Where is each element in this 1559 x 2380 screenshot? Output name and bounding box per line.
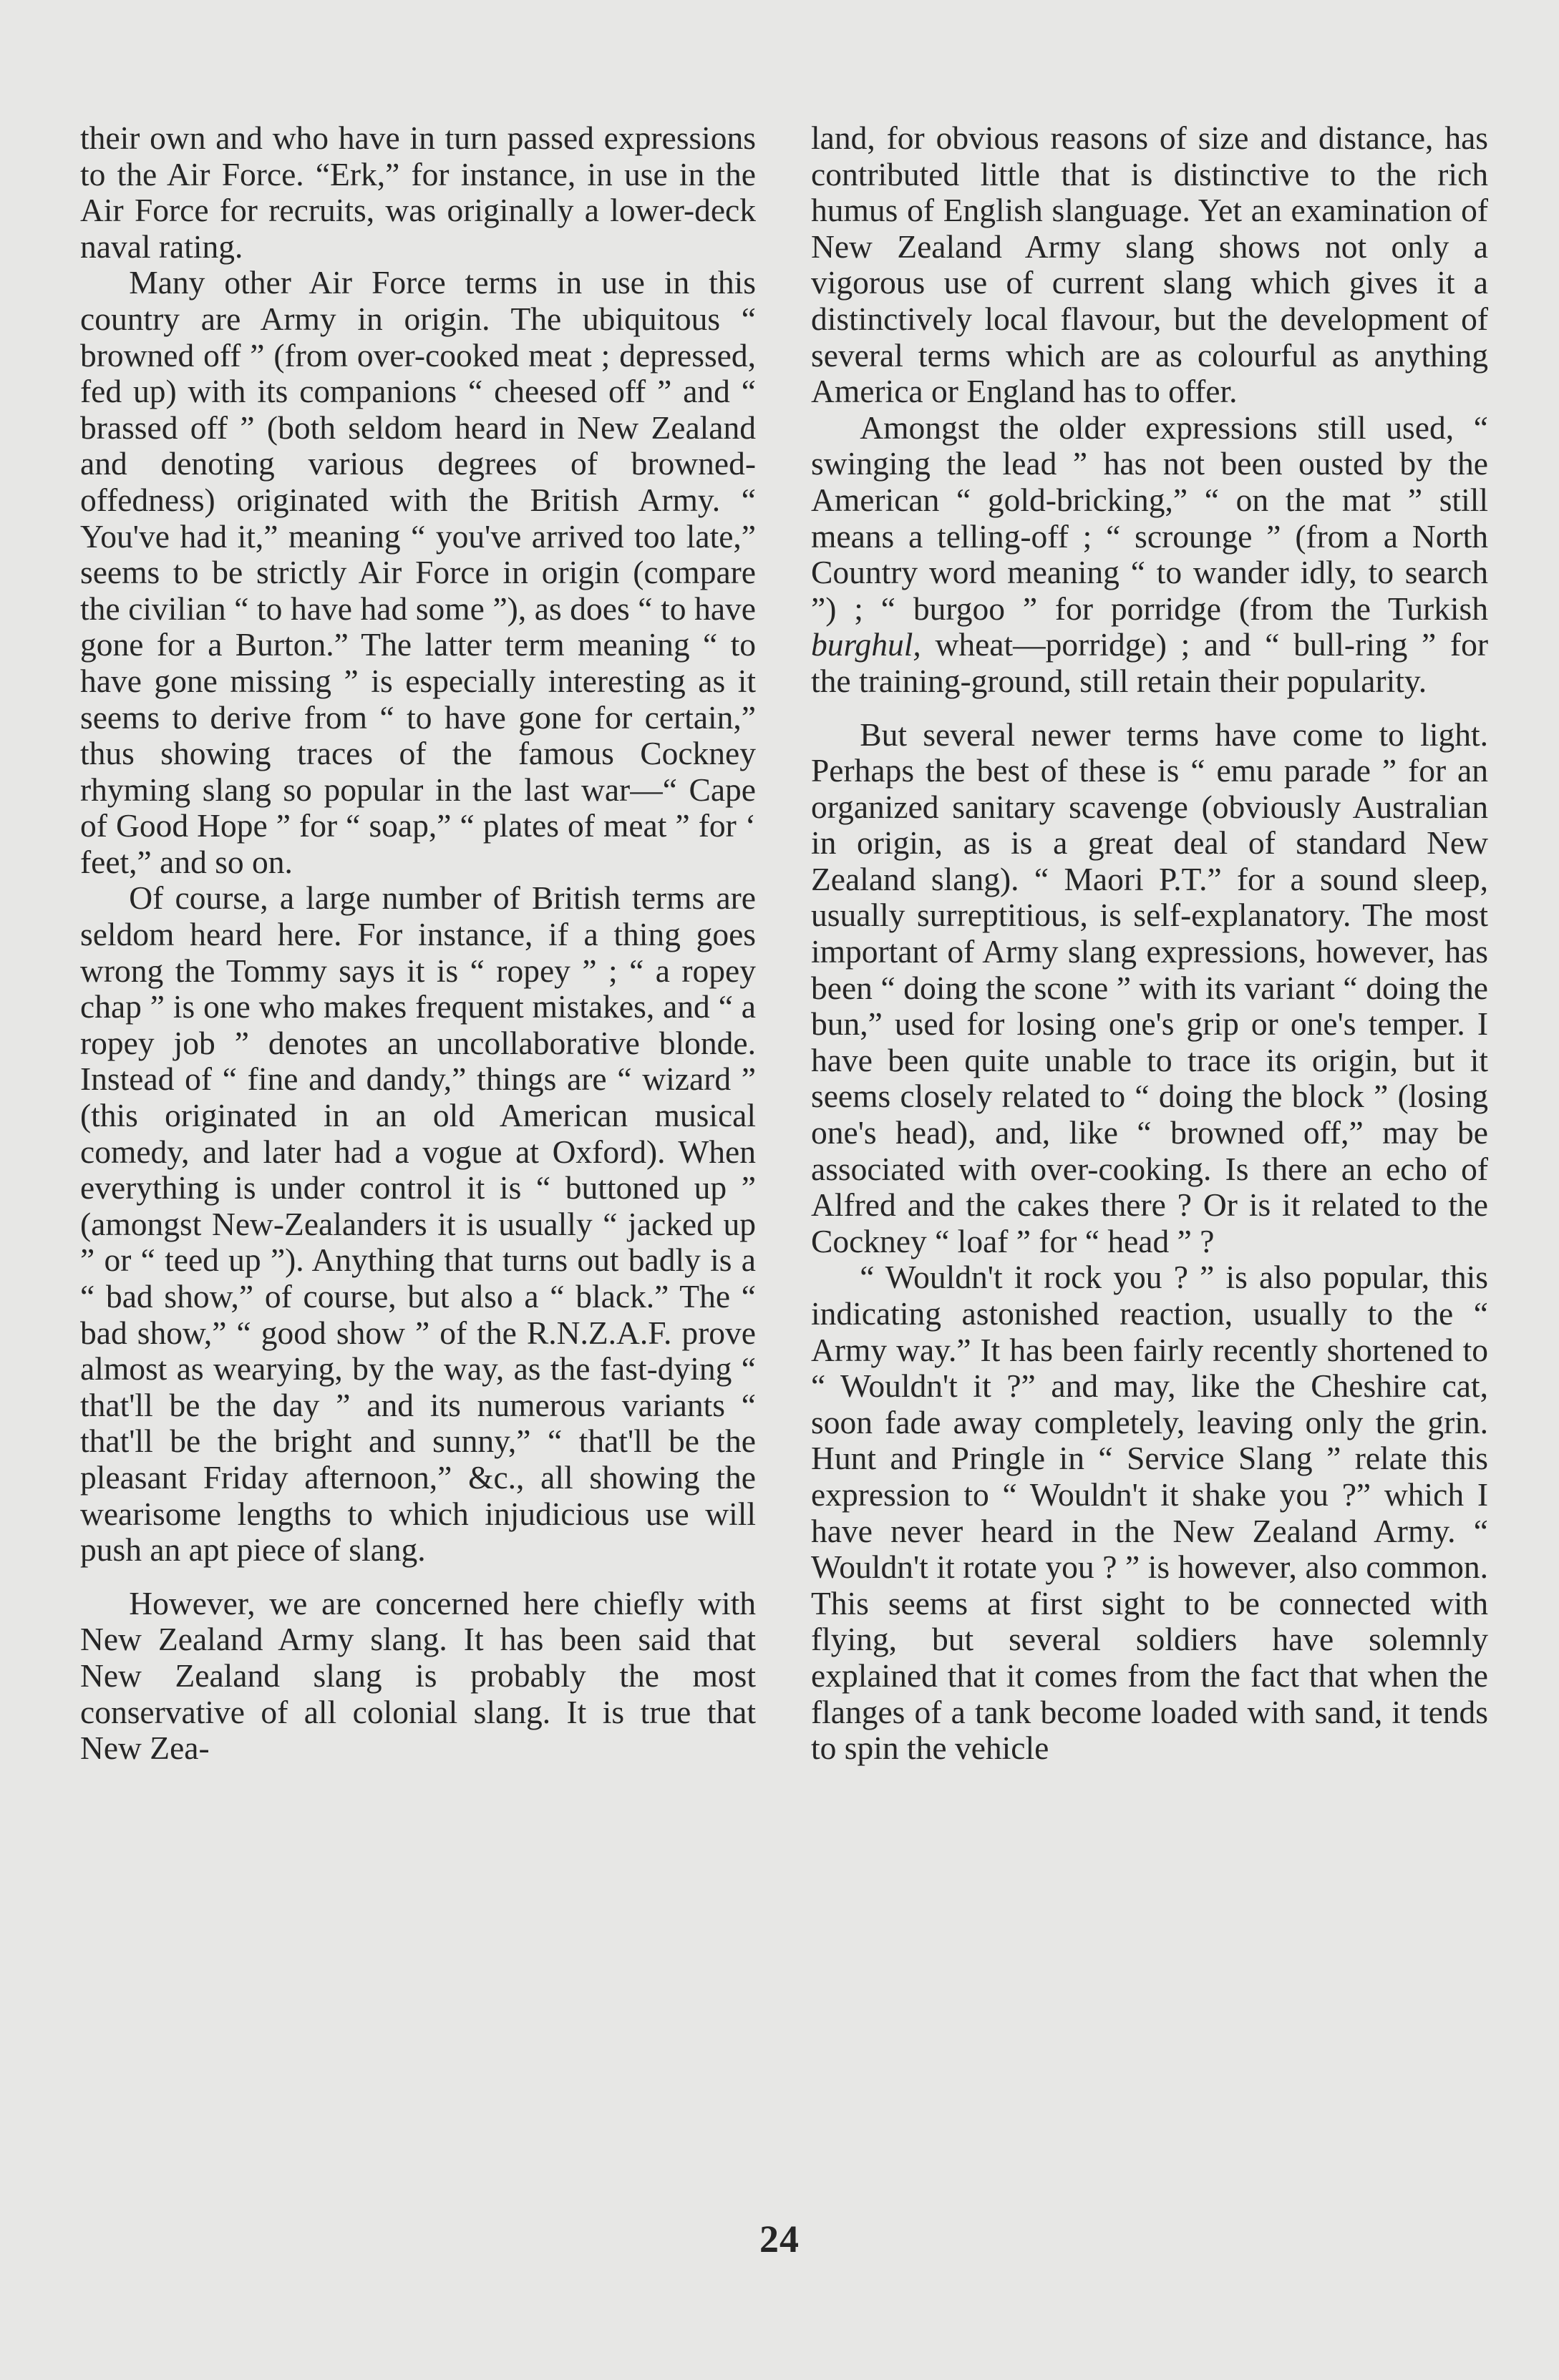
right-paragraph-2 [811,410,1488,700]
right-paragraph-2-text-b: wheat—porridge) ; and “ bull-ring ” for the training-ground, still retain their popularity. [811,626,1488,699]
left-paragraph-3: Of course, a large number of British terms are seldom heard here. For instance, if a thing goes wrong the Tommy says it is “ ropey ” ; “ a ropey chap ” is one who makes frequent mistakes, and “ a ropey job ” denotes an uncollaborative blonde. Instead of “ fine and dandy,” things are “ wizard ” (this originated in an old American musical comedy, and later had a vogue at Oxford). When everything is under control it is “ buttoned up ” (amongst New-Zealanders it is usually “ jacked up ” or “ teed up ”). Anything that turns out badly is a “ bad show,” of course, but also a “ black.” The “ bad show,” “ good show ” of the R.N.Z.A.F. prove almost as wearying, by the way, as the fast-dying “ that'll be the day ” and its numerous variants “ that'll be the bright and sunny,” “ that'll be the pleasant Friday afternoon,” &c., all showing the wearisome lengths to which injudicious use will push an apt piece of slang. [80,879,756,1569]
right-paragraph-1: land, for obvious reasons of size and distance, has contributed little that is distinctive to the rich humus of English slanguage. Yet an examination of New Zealand Army slang shows not only a vigorous use of current slang which gives it a distinctively local flavour, but the development of several terms which are as colourful as anything America or England has to offer. [811,120,1488,410]
right-column [811,120,1488,1767]
left-paragraph-4: However, we are concerned here chiefly with New Zealand Army slang. It has been said that New Zealand slang is probably the most conservative of all colonial slang. It is true that New Zea- [80,1584,756,1767]
right-paragraph-2-italic: burghul, [811,626,921,663]
right-paragraph-3: But several newer terms have come to light. Perhaps the best of these is “ emu parade ” for an organized sanitary scavenge (obviously Australian in origin, as is a great deal of standard New Zealand slang). “ Maori P.T.” for a sound sleep, usually surreptitious, is self-explanatory. The most important of Army slang expressions, however, has been “ doing the scone ” with its variant “ doing the bun,” used for losing one's grip or one's temper. I have been quite unable to trace its origin, but it seems closely related to “ doing the block ” (losing one's head), and, like “ browned off,” may be associated with over-cooking. Is there an echo of Alfred and the cakes there ? Or is it related to the Cockney “ loaf ” for “ head ” ? [811,716,1488,1259]
left-paragraph-1: their own and who have in turn passed expressions to the Air Force. “Erk,” for instance, in use in the Air Force for recruits, was originally a lower-deck naval rating. [80,120,756,265]
right-paragraph-2-text-a: Amongst the older expressions still used, “ swinging the lead ” has not been ousted by the American “ gold-bricking,” “ on the mat ” still means a telling-off ; “ scrounge ” (from a North Country word meaning “ to wander idly, to search ”) ; “ burgoo ” for porridge (from the Turkish [811,409,1488,627]
right-paragraph-4: “ Wouldn't it rock you ? ” is also popular, this indicating astonished reaction, usually to the “ Army way.” It has been fairly recently shortened to “ Wouldn't it ?” and may, like the Cheshire cat, soon fade away completely, leaving only the grin. Hunt and Pringle in “ Service Slang ” relate this expression to “ Wouldn't it shake you ?” which I have never heard in the New Zealand Army. “ Wouldn't it rotate you ? ” is however, also common. This seems at first sight to be connected with flying, but several soldiers have solemnly explained that it comes from the fact that when the flanges of a tank become loaded with sand, it tends to spin the vehicle [811,1259,1488,1767]
page-number: 24 [759,2218,800,2260]
left-paragraph-2: Many other Air Force terms in use in this country are Army in origin. The ubiquitous “ browned off ” (from over-cooked meat ; depressed, fed up) with its companions “ cheesed off ” and “ brassed off ” (both seldom heard in New Zealand and denoting various degrees of browned-offedness) originated with the British Army. “ You've had it,” meaning “ you've arrived too late,” seems to be strictly Air Force in origin (compare the civilian “ to have had some ”), as does “ to have gone for a Burton.” The latter term meaning “ to have gone missing ” is especially interesting as it seems to derive from “ to have gone for certain,” thus showing traces of the famous Cockney rhyming slang so popular in the last war—“ Cape of Good Hope ” for “ soap,” “ plates of meat ” for ‘ feet,” and so on. [80,264,756,880]
left-column [80,120,756,1767]
